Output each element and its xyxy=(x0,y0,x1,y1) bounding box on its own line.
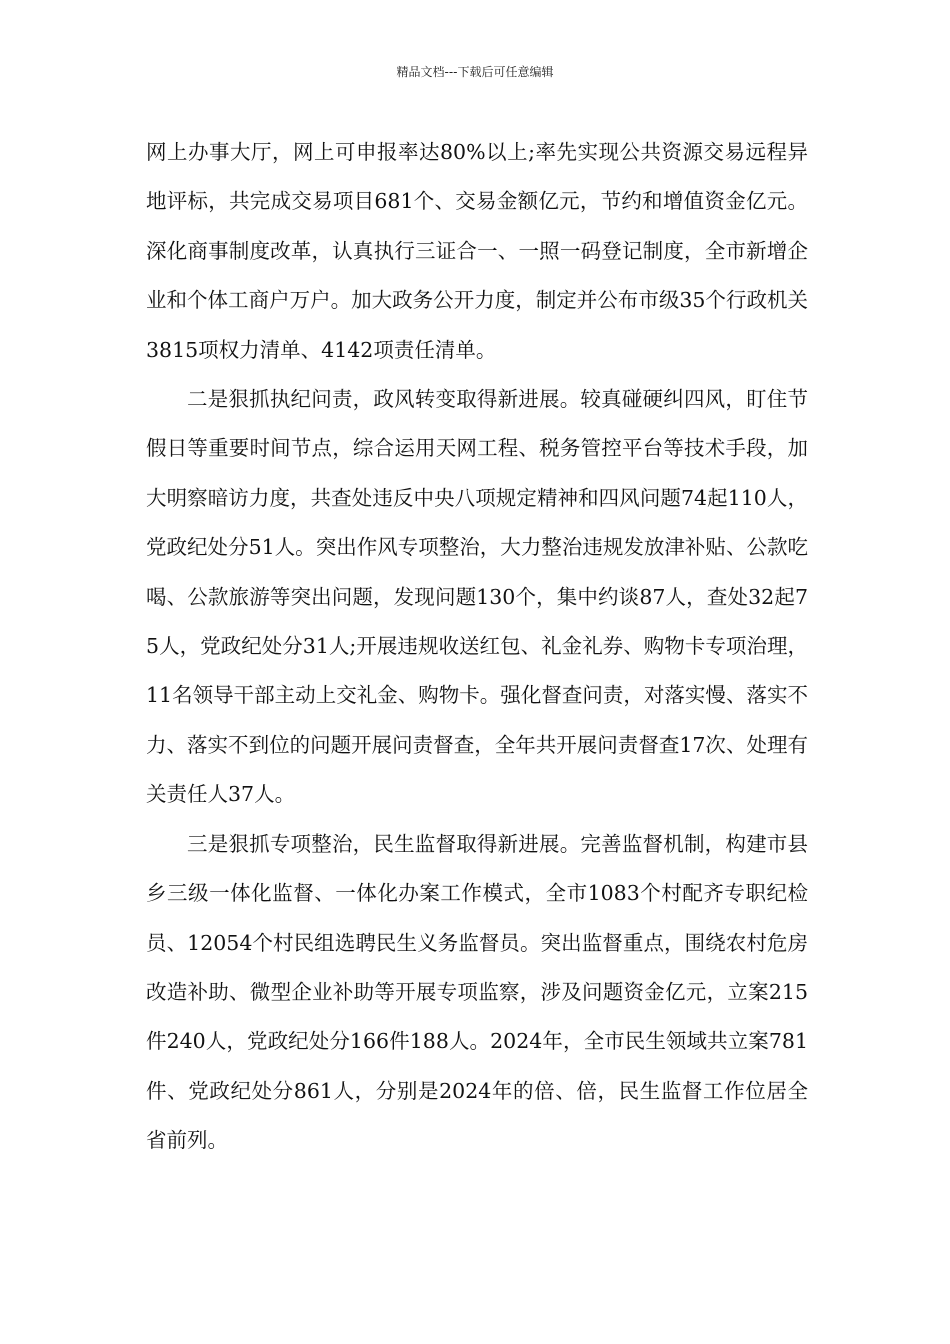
paragraph-3: 三是狠抓专项整治，民生监督取得新进展。完善监督机制，构建市县乡三级一体化监督、一体化办案工作模式，全市1083个村配齐专职纪检员、12054个村民组选聘民生义务监督员。突出监督重点，围绕农村危房改造补助、微型企业补助等开展专项监察，涉及问题资金亿元，立案215件240人，党政纪处分166件188人。2024年，全市民生领域共立案781件、党政纪处分861人，分别是2024年的倍、倍，民生监督工作位居全省前列。 xyxy=(146,831,808,1153)
paragraph-1: 网上办事大厅，网上可申报率达80%以上;率先实现公共资源交易远程异地评标，共完成交易项目681个、交易金额亿元，节约和增值资金亿元。深化商事制度改革，认真执行三证合一、一照一码登记制度，全市新增企业和个体工商户万户。加大政务公开力度，制定并公布市级35个行政机关3815项权力清单、4142项责任清单。 xyxy=(146,140,808,362)
paragraph-2: 二是狠抓执纪问责，政风转变取得新进展。较真碰硬纠四风，盯住节假日等重要时间节点，综合运用天网工程、税务管控平台等技术手段，加大明察暗访力度，共查处违反中央八项规定精神和四风问题74起110人，党政纪处分51人。突出作风专项整治，大力整治违规发放津补贴、公款吃喝、公款旅游等突出问题，发现问题130个，集中约谈87人，查处32起75人，党政纪处分31人;开展违规收送红包、礼金礼券、购物卡专项治理，11名领导干部主动上交礼金、购物卡。强化督查问责，对落实慢、落实不力、落实不到位的问题开展问责督查，全年共开展问责督查17次、处理有关责任人37人。 xyxy=(146,387,808,807)
document-body xyxy=(146,128,808,1166)
page-header: 精品文档---下载后可任意编辑 xyxy=(396,65,554,79)
